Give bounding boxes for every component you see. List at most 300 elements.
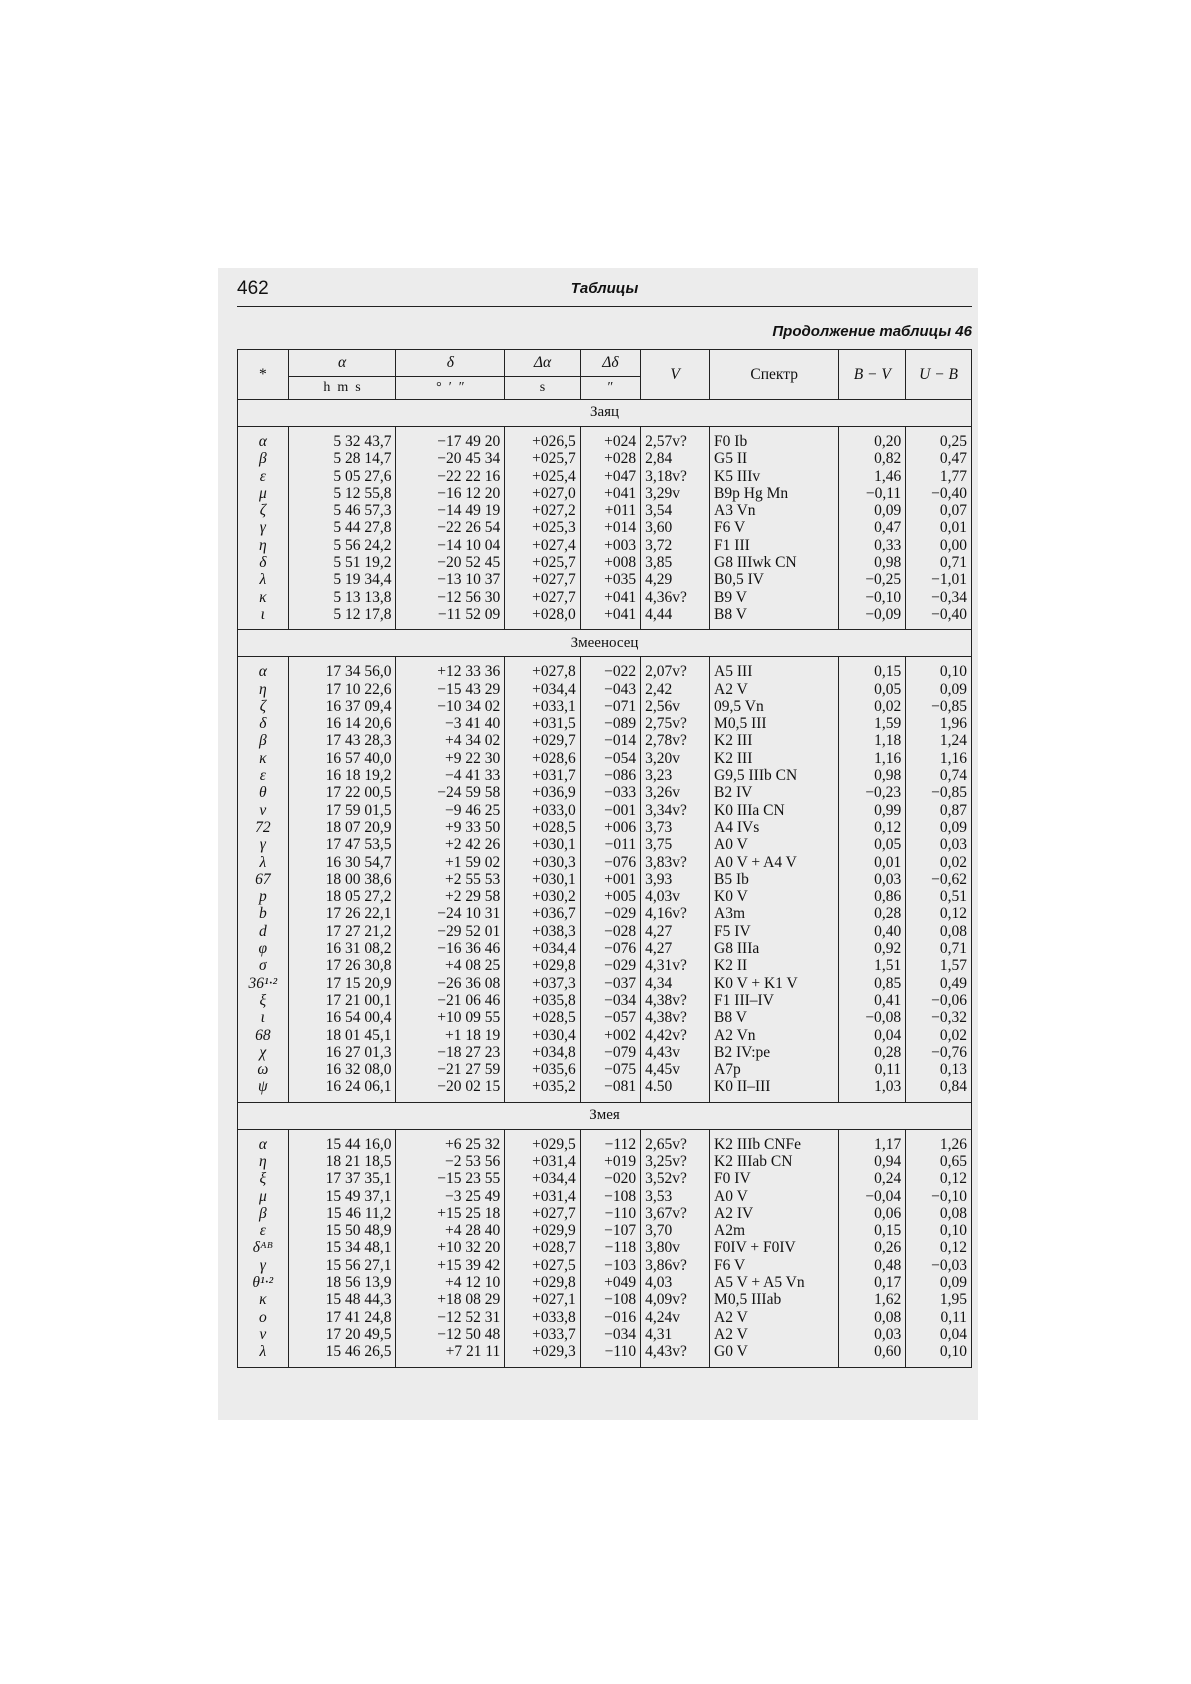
cell-b-v: 0,05 xyxy=(839,836,906,853)
cell-d-dec: −034 xyxy=(580,1326,640,1343)
cell-d-dec: −034 xyxy=(580,992,640,1009)
header-delta-units: ° ′ ″ xyxy=(396,377,505,400)
cell-ra: 17 37 35,1 xyxy=(288,1170,396,1187)
cell-d-dec: −029 xyxy=(580,905,640,922)
cell-ra: 17 10 22,6 xyxy=(288,681,396,698)
cell-star: 72 xyxy=(238,819,289,836)
header-delta-alpha-units: s xyxy=(505,377,580,400)
section-header-row xyxy=(238,1102,972,1129)
cell-d-ra: +034,4 xyxy=(505,681,580,698)
cell-star: ξ xyxy=(238,1170,289,1187)
cell-d-ra: +033,8 xyxy=(505,1309,580,1326)
cell-spectrum: A2m xyxy=(710,1222,839,1239)
cell-dec: −20 45 34 xyxy=(396,450,505,467)
header-delta-delta-units: ″ xyxy=(580,377,640,400)
cell-v-mag: 3,70 xyxy=(641,1222,710,1239)
cell-star: λ xyxy=(238,571,289,588)
section-header-row xyxy=(238,630,972,657)
cell-spectrum: A3 Vn xyxy=(710,502,839,519)
cell-dec: −3 41 40 xyxy=(396,715,505,732)
cell-ra: 15 46 26,5 xyxy=(288,1343,396,1360)
cell-d-ra: +027,7 xyxy=(505,589,580,606)
cell-dec: +2 55 53 xyxy=(396,871,505,888)
cell-d-dec: −029 xyxy=(580,957,640,974)
cell-spectrum: 09,5 Vn xyxy=(710,698,839,715)
cell-dec: +4 12 10 xyxy=(396,1274,505,1291)
cell-u-b: 0,10 xyxy=(906,1222,972,1239)
cell-spectrum: F1 III–IV xyxy=(710,992,839,1009)
cell-d-ra: +028,6 xyxy=(505,750,580,767)
header-alpha: α xyxy=(288,350,396,377)
table-row xyxy=(238,433,972,450)
cell-ra: 18 21 18,5 xyxy=(288,1153,396,1170)
cell-v-mag: 2,84 xyxy=(641,450,710,467)
cell-star: θ¹·² xyxy=(238,1274,289,1291)
cell-b-v: 0,60 xyxy=(839,1343,906,1360)
cell-d-ra: +031,4 xyxy=(505,1188,580,1205)
cell-star: ε xyxy=(238,767,289,784)
header-alpha-units: h m s xyxy=(288,377,396,400)
cell-b-v: −0,09 xyxy=(839,606,906,623)
cell-spectrum: G5 II xyxy=(710,450,839,467)
header-star: * xyxy=(238,350,289,400)
cell-star: δ xyxy=(238,554,289,571)
cell-v-mag: 3,25v? xyxy=(641,1153,710,1170)
cell-v-mag: 2,57v? xyxy=(641,433,710,450)
cell-u-b: 0,47 xyxy=(906,450,972,467)
cell-spectrum: F6 V xyxy=(710,519,839,536)
cell-dec: −11 52 09 xyxy=(396,606,505,623)
cell-dec: +9 22 30 xyxy=(396,750,505,767)
cell-v-mag: 4,34 xyxy=(641,975,710,992)
cell-star: α xyxy=(238,1136,289,1153)
cell-b-v: 0,48 xyxy=(839,1257,906,1274)
cell-u-b: −0,85 xyxy=(906,784,972,801)
cell-dec: +15 39 42 xyxy=(396,1257,505,1274)
cell-star: λ xyxy=(238,1343,289,1360)
cell-ra: 17 59 01,5 xyxy=(288,802,396,819)
cell-d-ra: +030,1 xyxy=(505,836,580,853)
cell-u-b: 1,16 xyxy=(906,750,972,767)
cell-v-mag: 4,31v? xyxy=(641,957,710,974)
table-row xyxy=(238,1009,972,1026)
cell-star: σ xyxy=(238,957,289,974)
table-row xyxy=(238,589,972,606)
cell-d-dec: −103 xyxy=(580,1257,640,1274)
cell-dec: −3 25 49 xyxy=(396,1188,505,1205)
cell-v-mag: 3,75 xyxy=(641,836,710,853)
cell-dec: −21 27 59 xyxy=(396,1061,505,1078)
cell-dec: +15 25 18 xyxy=(396,1205,505,1222)
cell-v-mag: 2,75v? xyxy=(641,715,710,732)
header-b-minus-v: B − V xyxy=(839,350,906,400)
cell-u-b: 0,65 xyxy=(906,1153,972,1170)
cell-b-v: −0,04 xyxy=(839,1188,906,1205)
cell-dec: +4 28 40 xyxy=(396,1222,505,1239)
cell-star: κ xyxy=(238,1291,289,1308)
cell-dec: −21 06 46 xyxy=(396,992,505,1009)
cell-d-ra: +027,0 xyxy=(505,485,580,502)
cell-u-b: −0,34 xyxy=(906,589,972,606)
cell-b-v: 0,12 xyxy=(839,819,906,836)
cell-dec: +18 08 29 xyxy=(396,1291,505,1308)
cell-u-b: 1,57 xyxy=(906,957,972,974)
cell-b-v: 1,62 xyxy=(839,1291,906,1308)
cell-ra: 16 24 06,1 xyxy=(288,1078,396,1095)
cell-spectrum: A7p xyxy=(710,1061,839,1078)
cell-b-v: 0,17 xyxy=(839,1274,906,1291)
cell-v-mag: 4,27 xyxy=(641,923,710,940)
cell-d-dec: −054 xyxy=(580,750,640,767)
cell-dec: −2 53 56 xyxy=(396,1153,505,1170)
cell-d-dec: −089 xyxy=(580,715,640,732)
cell-ra: 17 41 24,8 xyxy=(288,1309,396,1326)
cell-d-dec: +006 xyxy=(580,819,640,836)
cell-ra: 5 12 17,8 xyxy=(288,606,396,623)
cell-u-b: 0,00 xyxy=(906,537,972,554)
cell-d-dec: −112 xyxy=(580,1136,640,1153)
table-row xyxy=(238,1027,972,1044)
cell-d-dec: +001 xyxy=(580,871,640,888)
cell-u-b: 0,10 xyxy=(906,1343,972,1360)
cell-star: ι xyxy=(238,606,289,623)
cell-spectrum: K2 II xyxy=(710,957,839,974)
cell-ra: 17 47 53,5 xyxy=(288,836,396,853)
cell-ra: 5 44 27,8 xyxy=(288,519,396,536)
table-row xyxy=(238,750,972,767)
table-row xyxy=(238,1222,972,1239)
cell-star: p xyxy=(238,888,289,905)
cell-d-dec: +002 xyxy=(580,1027,640,1044)
cell-u-b: −0,76 xyxy=(906,1044,972,1061)
cell-spectrum: A2 IV xyxy=(710,1205,839,1222)
cell-dec: +10 09 55 xyxy=(396,1009,505,1026)
cell-v-mag: 2,07v? xyxy=(641,663,710,680)
cell-star: ζ xyxy=(238,502,289,519)
cell-spectrum: B2 IV xyxy=(710,784,839,801)
cell-spectrum: K0 V + K1 V xyxy=(710,975,839,992)
table-row xyxy=(238,1291,972,1308)
cell-dec: −9 46 25 xyxy=(396,802,505,819)
cell-d-ra: +027,8 xyxy=(505,663,580,680)
cell-b-v: 0,15 xyxy=(839,663,906,680)
cell-spectrum: B0,5 IV xyxy=(710,571,839,588)
table-row xyxy=(238,819,972,836)
cell-d-dec: −057 xyxy=(580,1009,640,1026)
cell-star: β xyxy=(238,1205,289,1222)
cell-d-ra: +025,4 xyxy=(505,468,580,485)
cell-d-dec: +041 xyxy=(580,606,640,623)
cell-star: γ xyxy=(238,1257,289,1274)
cell-dec: +1 59 02 xyxy=(396,854,505,871)
cell-d-dec: −118 xyxy=(580,1239,640,1256)
cell-d-ra: +028,5 xyxy=(505,1009,580,1026)
cell-d-ra: +029,8 xyxy=(505,957,580,974)
cell-dec: −17 49 20 xyxy=(396,433,505,450)
cell-v-mag: 4,42v? xyxy=(641,1027,710,1044)
cell-dec: −16 12 20 xyxy=(396,485,505,502)
cell-star: 68 xyxy=(238,1027,289,1044)
table-row xyxy=(238,767,972,784)
cell-u-b: 0,87 xyxy=(906,802,972,819)
table-row xyxy=(238,663,972,680)
cell-dec: −15 43 29 xyxy=(396,681,505,698)
table-row xyxy=(238,784,972,801)
cell-d-dec: +008 xyxy=(580,554,640,571)
cell-u-b: 0,12 xyxy=(906,1239,972,1256)
cell-d-dec: −079 xyxy=(580,1044,640,1061)
cell-u-b: 0,84 xyxy=(906,1078,972,1095)
cell-spectrum: G8 IIIa xyxy=(710,940,839,957)
cell-u-b: 0,12 xyxy=(906,1170,972,1187)
cell-ra: 16 32 08,0 xyxy=(288,1061,396,1078)
cell-u-b: 0,04 xyxy=(906,1326,972,1343)
table-row xyxy=(238,1205,972,1222)
cell-b-v: 0,02 xyxy=(839,698,906,715)
cell-d-dec: −107 xyxy=(580,1222,640,1239)
cell-d-dec: +019 xyxy=(580,1153,640,1170)
header-delta-alpha: Δα xyxy=(505,350,580,377)
cell-v-mag: 3,23 xyxy=(641,767,710,784)
cell-d-ra: +033,7 xyxy=(505,1326,580,1343)
cell-b-v: 0,86 xyxy=(839,888,906,905)
cell-v-mag: 4,43v? xyxy=(641,1343,710,1360)
cell-star: ν xyxy=(238,1326,289,1343)
cell-spectrum: F0 Ib xyxy=(710,433,839,450)
cell-dec: −20 02 15 xyxy=(396,1078,505,1095)
cell-spectrum: F1 III xyxy=(710,537,839,554)
cell-b-v: 1,03 xyxy=(839,1078,906,1095)
table-row xyxy=(238,571,972,588)
cell-ra: 5 12 55,8 xyxy=(288,485,396,502)
cell-d-dec: +011 xyxy=(580,502,640,519)
cell-b-v: 0,01 xyxy=(839,854,906,871)
header-spectrum: Спектр xyxy=(710,350,839,400)
table-row xyxy=(238,537,972,554)
table-row xyxy=(238,1274,972,1291)
cell-v-mag: 4,27 xyxy=(641,940,710,957)
cell-d-dec: −037 xyxy=(580,975,640,992)
cell-b-v: 0,09 xyxy=(839,502,906,519)
page-number: 462 xyxy=(237,278,269,299)
table-row xyxy=(238,502,972,519)
cell-b-v: 0,98 xyxy=(839,554,906,571)
cell-d-ra: +025,7 xyxy=(505,554,580,571)
cell-u-b: 0,03 xyxy=(906,836,972,853)
cell-d-dec: −020 xyxy=(580,1170,640,1187)
table-continuation-title: Продолжение таблицы 46 xyxy=(772,323,972,340)
cell-u-b: 0,12 xyxy=(906,905,972,922)
cell-star: ο xyxy=(238,1309,289,1326)
cell-ra: 5 28 14,7 xyxy=(288,450,396,467)
cell-u-b: 0,71 xyxy=(906,940,972,957)
star-catalog-table xyxy=(237,349,972,1368)
cell-d-dec: +014 xyxy=(580,519,640,536)
table-row xyxy=(238,1257,972,1274)
cell-dec: −10 34 02 xyxy=(396,698,505,715)
cell-d-ra: +034,4 xyxy=(505,1170,580,1187)
cell-u-b: 0,13 xyxy=(906,1061,972,1078)
cell-b-v: 1,16 xyxy=(839,750,906,767)
cell-ra: 17 21 00,1 xyxy=(288,992,396,1009)
cell-d-ra: +036,7 xyxy=(505,905,580,922)
cell-d-ra: +026,5 xyxy=(505,433,580,450)
cell-spectrum: B2 IV:pe xyxy=(710,1044,839,1061)
cell-v-mag: 4,29 xyxy=(641,571,710,588)
cell-d-ra: +029,9 xyxy=(505,1222,580,1239)
cell-v-mag: 2,56v xyxy=(641,698,710,715)
cell-u-b: 0,25 xyxy=(906,433,972,450)
cell-d-dec: −028 xyxy=(580,923,640,940)
cell-b-v: 0,15 xyxy=(839,1222,906,1239)
cell-b-v: −0,08 xyxy=(839,1009,906,1026)
cell-spectrum: K2 III xyxy=(710,750,839,767)
cell-u-b: 0,51 xyxy=(906,888,972,905)
cell-v-mag: 4,43v xyxy=(641,1044,710,1061)
cell-ra: 16 27 01,3 xyxy=(288,1044,396,1061)
cell-v-mag: 4,36v? xyxy=(641,589,710,606)
cell-b-v: 0,06 xyxy=(839,1205,906,1222)
cell-b-v: 0,47 xyxy=(839,519,906,536)
cell-star: α xyxy=(238,663,289,680)
cell-u-b: 0,09 xyxy=(906,1274,972,1291)
cell-ra: 15 48 44,3 xyxy=(288,1291,396,1308)
cell-v-mag: 3,83v? xyxy=(641,854,710,871)
cell-d-dec: +041 xyxy=(580,589,640,606)
cell-ra: 18 00 38,6 xyxy=(288,871,396,888)
cell-u-b: 0,09 xyxy=(906,681,972,698)
cell-u-b: 0,01 xyxy=(906,519,972,536)
cell-b-v: 1,18 xyxy=(839,732,906,749)
table-body xyxy=(238,400,972,1368)
cell-d-ra: +031,7 xyxy=(505,767,580,784)
header-u-minus-b: U − B xyxy=(906,350,972,400)
cell-star: δᴬᴮ xyxy=(238,1239,289,1256)
cell-dec: −13 10 37 xyxy=(396,571,505,588)
cell-b-v: 1,17 xyxy=(839,1136,906,1153)
cell-ra: 15 50 48,9 xyxy=(288,1222,396,1239)
cell-ra: 15 56 27,1 xyxy=(288,1257,396,1274)
table-row xyxy=(238,1061,972,1078)
cell-spectrum: B8 V xyxy=(710,1009,839,1026)
cell-u-b: −0,62 xyxy=(906,871,972,888)
cell-u-b: 0,11 xyxy=(906,1309,972,1326)
table-row xyxy=(238,1309,972,1326)
cell-ra: 18 05 27,2 xyxy=(288,888,396,905)
cell-u-b: −1,01 xyxy=(906,571,972,588)
cell-spectrum: B5 Ib xyxy=(710,871,839,888)
cell-b-v: 0,82 xyxy=(839,450,906,467)
cell-star: ψ xyxy=(238,1078,289,1095)
cell-ra: 15 34 48,1 xyxy=(288,1239,396,1256)
cell-v-mag: 2,42 xyxy=(641,681,710,698)
cell-spectrum: F5 IV xyxy=(710,923,839,940)
cell-v-mag: 3,72 xyxy=(641,537,710,554)
cell-d-ra: +034,8 xyxy=(505,1044,580,1061)
cell-ra: 16 54 00,4 xyxy=(288,1009,396,1026)
cell-b-v: 0,05 xyxy=(839,681,906,698)
cell-u-b: 0,02 xyxy=(906,1027,972,1044)
cell-d-dec: −110 xyxy=(580,1205,640,1222)
cell-d-dec: −001 xyxy=(580,802,640,819)
cell-spectrum: K2 IIIab CN xyxy=(710,1153,839,1170)
cell-dec: −14 10 04 xyxy=(396,537,505,554)
cell-b-v: 0,99 xyxy=(839,802,906,819)
cell-u-b: 1,26 xyxy=(906,1136,972,1153)
cell-ra: 15 44 16,0 xyxy=(288,1136,396,1153)
cell-v-mag: 3,34v? xyxy=(641,802,710,819)
cell-v-mag: 4,44 xyxy=(641,606,710,623)
cell-ra: 18 56 13,9 xyxy=(288,1274,396,1291)
cell-d-ra: +029,5 xyxy=(505,1136,580,1153)
cell-d-dec: +035 xyxy=(580,571,640,588)
cell-d-dec: −108 xyxy=(580,1188,640,1205)
cell-spectrum: M0,5 IIIab xyxy=(710,1291,839,1308)
cell-b-v: 0,03 xyxy=(839,1326,906,1343)
table-row xyxy=(238,940,972,957)
cell-d-ra: +027,2 xyxy=(505,502,580,519)
table-row xyxy=(238,450,972,467)
cell-ra: 17 43 28,3 xyxy=(288,732,396,749)
header-magnitude: V xyxy=(641,350,710,400)
table-row xyxy=(238,1188,972,1205)
cell-d-ra: +037,3 xyxy=(505,975,580,992)
cell-u-b: −0,06 xyxy=(906,992,972,1009)
cell-d-ra: +035,6 xyxy=(505,1061,580,1078)
cell-star: η xyxy=(238,1153,289,1170)
table-row xyxy=(238,1239,972,1256)
table-row xyxy=(238,836,972,853)
cell-star: d xyxy=(238,923,289,940)
cell-ra: 17 20 49,5 xyxy=(288,1326,396,1343)
cell-v-mag: 3,18v? xyxy=(641,468,710,485)
cell-b-v: −0,10 xyxy=(839,589,906,606)
cell-spectrum: K2 III xyxy=(710,732,839,749)
cell-d-dec: −075 xyxy=(580,1061,640,1078)
cell-b-v: 0,40 xyxy=(839,923,906,940)
cell-star: θ xyxy=(238,784,289,801)
cell-u-b: 0,74 xyxy=(906,767,972,784)
cell-dec: −22 22 16 xyxy=(396,468,505,485)
cell-b-v: 0,85 xyxy=(839,975,906,992)
cell-b-v: 0,28 xyxy=(839,905,906,922)
cell-spectrum: F6 V xyxy=(710,1257,839,1274)
table-row xyxy=(238,519,972,536)
cell-v-mag: 2,78v? xyxy=(641,732,710,749)
cell-u-b: 0,08 xyxy=(906,1205,972,1222)
cell-spectrum: G9,5 IIIb CN xyxy=(710,767,839,784)
cell-spectrum: A4 IVs xyxy=(710,819,839,836)
cell-spectrum: K2 IIIb CNFe xyxy=(710,1136,839,1153)
cell-d-ra: +033,1 xyxy=(505,698,580,715)
cell-dec: −22 26 54 xyxy=(396,519,505,536)
cell-spectrum: K0 V xyxy=(710,888,839,905)
cell-u-b: −0,85 xyxy=(906,698,972,715)
table-row xyxy=(238,854,972,871)
cell-ra: 17 15 20,9 xyxy=(288,975,396,992)
cell-d-ra: +029,7 xyxy=(505,732,580,749)
cell-ra: 17 26 22,1 xyxy=(288,905,396,922)
cell-d-ra: +030,4 xyxy=(505,1027,580,1044)
cell-dec: −24 59 58 xyxy=(396,784,505,801)
table-row xyxy=(238,681,972,698)
cell-d-ra: +027,7 xyxy=(505,571,580,588)
cell-u-b: 0,08 xyxy=(906,923,972,940)
cell-dec: −18 27 23 xyxy=(396,1044,505,1061)
cell-d-dec: −022 xyxy=(580,663,640,680)
cell-d-ra: +027,7 xyxy=(505,1205,580,1222)
cell-b-v: −0,25 xyxy=(839,571,906,588)
